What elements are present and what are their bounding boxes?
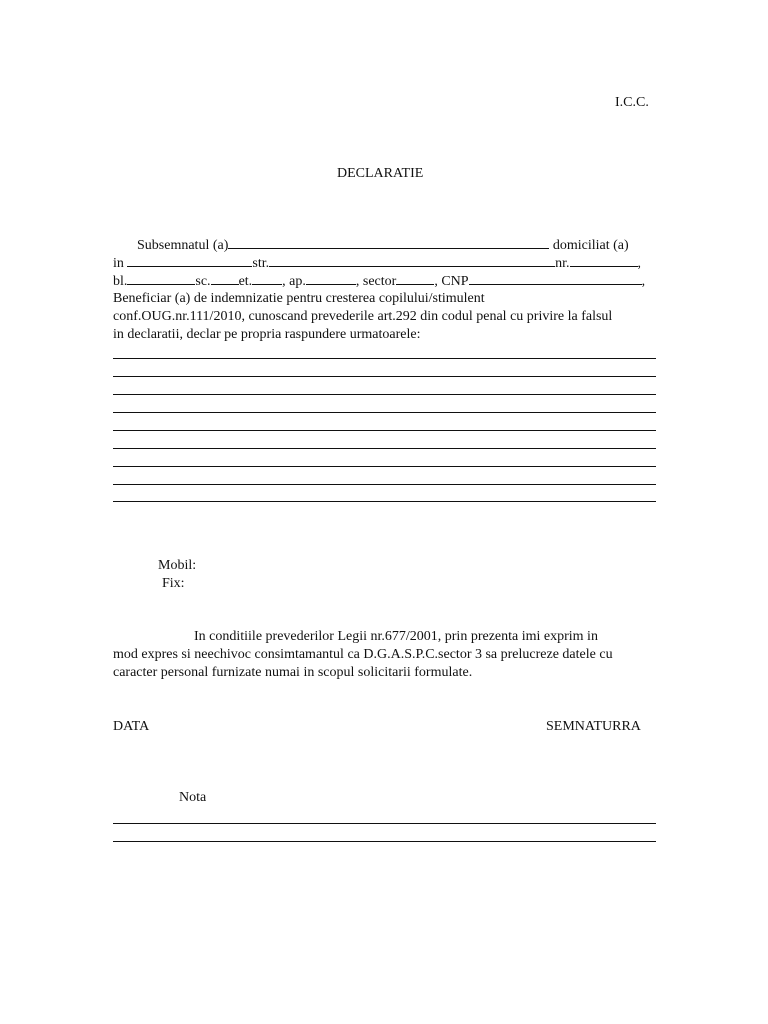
- header-code: I.C.C.: [615, 95, 649, 110]
- sector-label: , sector: [355, 274, 397, 289]
- declaration-line[interactable]: [113, 358, 656, 359]
- declaration-line[interactable]: [113, 376, 656, 377]
- consent-line-3: caracter personal furnizate numai in scopul solicitarii formulate.: [113, 665, 473, 680]
- nota-line[interactable]: [113, 841, 656, 842]
- form-line-building: bl. sc. et. , ap. , sector , CNP ,: [113, 274, 646, 289]
- cnp-field[interactable]: [469, 272, 642, 285]
- number-field[interactable]: [570, 254, 638, 267]
- staircase-field[interactable]: [211, 272, 239, 285]
- page-title: DECLARATIE: [337, 166, 424, 181]
- et-label: et.: [238, 274, 253, 289]
- form-line-name: [113, 236, 658, 255]
- consent-line-2: mod expres si neechivoc consimtamantul ca D.G.A.S.P.C.sector 3 sa prelucreze datele cu: [113, 647, 613, 662]
- sc-label: sc.: [195, 274, 211, 289]
- mobil-label: Mobil:: [158, 558, 197, 573]
- name-field[interactable]: [228, 236, 549, 249]
- cnp-label: , CNP: [434, 274, 469, 289]
- form-line-address: in str. nr. ,: [113, 256, 642, 271]
- city-field[interactable]: [127, 254, 252, 267]
- signature-label: SEMNATURRA: [546, 719, 641, 734]
- block-field[interactable]: [127, 272, 195, 285]
- subsemnatul-label: Subsemnatul (a): [137, 238, 229, 253]
- ap-label: , ap.: [282, 274, 306, 289]
- nr-label: nr.: [555, 256, 570, 271]
- fix-label: Fix:: [162, 576, 185, 591]
- declaration-line[interactable]: [113, 430, 656, 431]
- nota-label: Nota: [179, 790, 207, 805]
- nota-line[interactable]: [113, 823, 656, 824]
- declaration-line[interactable]: [113, 394, 656, 395]
- domiciliat-label: domiciliat (a): [552, 238, 629, 253]
- conf-text: conf.OUG.nr.111/2010, cunoscand prevederile art.292 din codul penal cu privire la falsul: [113, 309, 613, 324]
- date-label: DATA: [113, 719, 150, 734]
- beneficiar-text: Beneficiar (a) de indemnizatie pentru cresterea copilului/stimulent: [113, 291, 485, 306]
- street-field[interactable]: [269, 254, 555, 267]
- in-label: in: [113, 256, 124, 271]
- sector-field[interactable]: [396, 272, 434, 285]
- declaration-line[interactable]: [113, 501, 656, 502]
- declaration-line[interactable]: [113, 412, 656, 413]
- declar-text: in declaratii, declar pe propria raspundere urmatoarele:: [113, 327, 421, 342]
- consent-line-1: In conditiile prevederilor Legii nr.677/2001, prin prezenta imi exprim in: [194, 629, 598, 644]
- str-label: str.: [252, 256, 270, 271]
- bl-label: bl.: [113, 274, 128, 289]
- declaration-line[interactable]: [113, 448, 656, 449]
- declaration-line[interactable]: [113, 466, 656, 467]
- declaration-line[interactable]: [113, 484, 656, 485]
- floor-field[interactable]: [252, 272, 282, 285]
- apartment-field[interactable]: [306, 272, 356, 285]
